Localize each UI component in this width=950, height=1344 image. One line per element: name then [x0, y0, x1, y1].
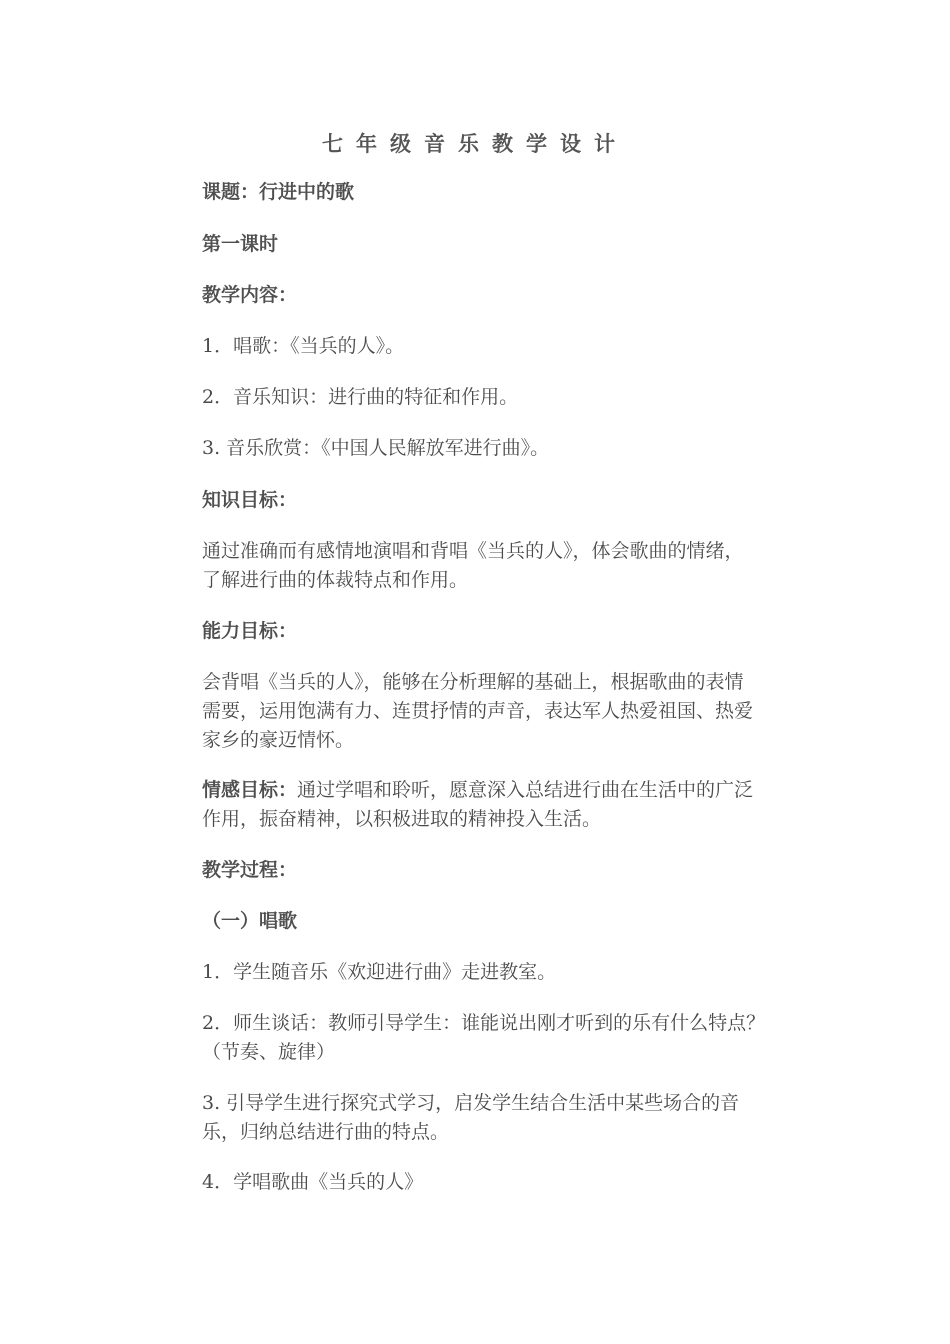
process-step: 1．学生随音乐《欢迎进行曲》走进教室。	[202, 961, 557, 983]
paragraph-line: 了解进行曲的体裁特点和作用。	[202, 569, 469, 591]
process-step	[202, 1089, 807, 1147]
paragraph-line: 作用，振奋精神，以积极进取的精神投入生活。	[202, 808, 602, 830]
paragraph-line	[202, 776, 807, 805]
paragraph-line: 家乡的豪迈情怀。	[202, 729, 355, 751]
process-step	[202, 1009, 807, 1067]
lesson-heading: 第一课时	[202, 233, 279, 255]
process-heading: 教学过程：	[202, 859, 298, 881]
content-heading: 教学内容：	[202, 284, 298, 306]
ability-paragraph	[202, 668, 807, 755]
knowledge-paragraph	[202, 537, 807, 595]
paragraph-line: 3. 引导学生进行探究式学习，启发学生结合生活中某些场合的音	[202, 1092, 740, 1114]
paragraph-line: 通过准确而有感情地演唱和背唱《当兵的人》，体会歌曲的情绪，	[202, 540, 744, 562]
process-step: 4．学唱歌曲《当兵的人》	[202, 1171, 424, 1193]
paragraph-line: 会背唱《当兵的人》，能够在分析理解的基础上，根据歌曲的表情	[202, 671, 744, 693]
paragraph-text: 通过学唱和聆听，愿意深入总结进行曲在生活中的广泛	[297, 779, 754, 801]
content-item: 2．音乐知识：进行曲的特征和作用。	[202, 386, 519, 408]
content-item: 3. 音乐欣赏：《中国人民解放军进行曲》。	[202, 437, 550, 459]
paragraph-line: 乐，归纳总结进行曲的特点。	[202, 1121, 450, 1143]
paragraph-line: 2．师生谈话：教师引导学生：谁能说出刚才听到的乐有什么特点？	[202, 1012, 766, 1034]
emotion-paragraph	[202, 776, 807, 834]
paragraph-line: （节奏、旋律）	[202, 1041, 336, 1063]
paragraph-line: 需要，运用饱满有力、连贯抒情的声音，表达军人热爱祖国、热爱	[202, 700, 754, 722]
knowledge-heading: 知识目标：	[202, 489, 298, 511]
ability-heading: 能力目标：	[202, 620, 298, 642]
document-title: 七年级音乐教学设计	[322, 132, 628, 156]
section-heading: （一）唱歌	[202, 910, 298, 932]
topic-heading: 课题：行进中的歌	[202, 181, 355, 203]
emotion-heading: 情感目标：	[202, 779, 298, 801]
content-item: 1．唱歌：《当兵的人》。	[202, 335, 405, 357]
